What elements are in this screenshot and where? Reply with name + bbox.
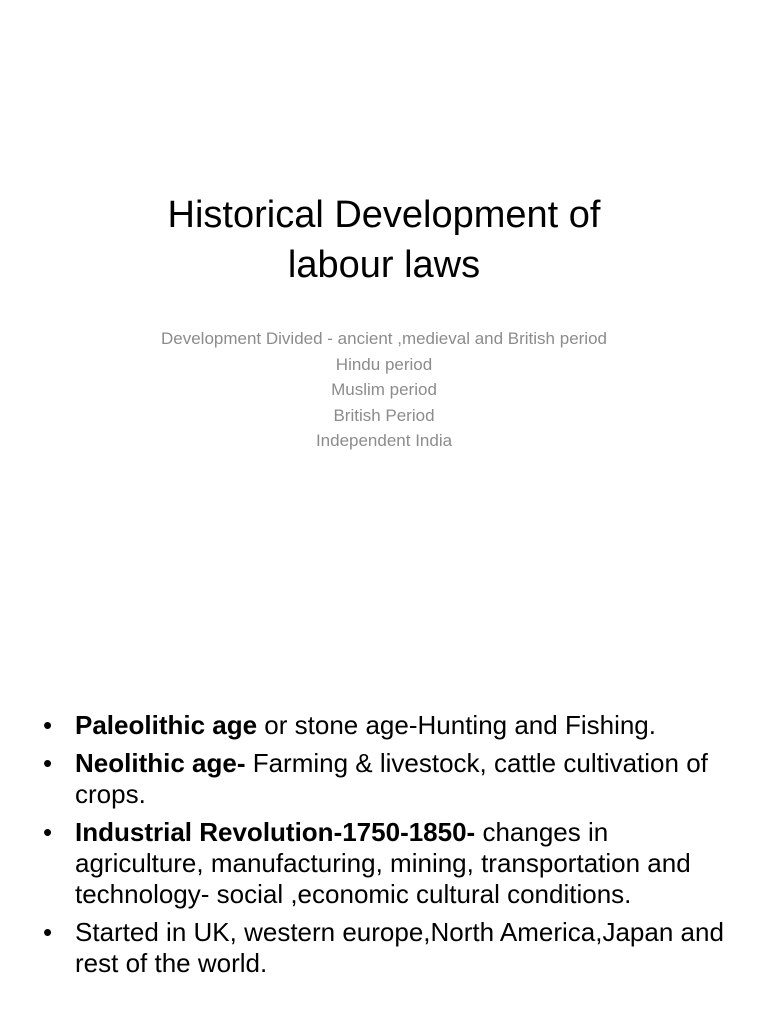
subtitle-list: [40, 326, 728, 454]
bullet-icon: •: [43, 748, 53, 778]
bullet-icon: •: [43, 710, 53, 740]
bullet-bold-text: Paleolithic age: [75, 710, 258, 740]
bullet-item: [0, 917, 768, 979]
title-line-2: labour laws: [287, 244, 481, 286]
bullet-text: Farming & livestock, cattle cultivation of crops.: [75, 748, 708, 809]
slide-bullets: [0, 684, 768, 1024]
title-line-1: Historical Development of: [167, 194, 601, 236]
bullet-item: [0, 748, 768, 810]
bullet-item: [0, 710, 768, 741]
subtitle-line: Independent India: [315, 431, 453, 450]
subtitle-line: Muslim period: [331, 380, 437, 399]
bullet-item: [0, 817, 768, 910]
subtitle-line: Development Divided - ancient ,medieval and British period: [160, 329, 607, 348]
bullet-text: Started in UK, western europe,North America,Japan and rest of the world.: [75, 917, 724, 978]
bullet-list: [0, 710, 768, 986]
bullet-text: changes in agriculture, manufacturing, mining, transportation and technology- social ,economic cultural conditions.: [75, 817, 691, 909]
bullet-text: or stone age-Hunting and Fishing.: [257, 710, 656, 740]
subtitle-line: Hindu period: [335, 354, 433, 374]
bullet-icon: •: [43, 817, 53, 847]
bullet-icon: •: [43, 917, 53, 947]
subtitle-line: British Period: [333, 405, 435, 425]
bullet-bold-text: Neolithic age-: [75, 748, 246, 778]
bullet-bold-text: Industrial Revolution-1750-1850-: [75, 817, 476, 847]
slide-title-heading: [60, 190, 708, 290]
